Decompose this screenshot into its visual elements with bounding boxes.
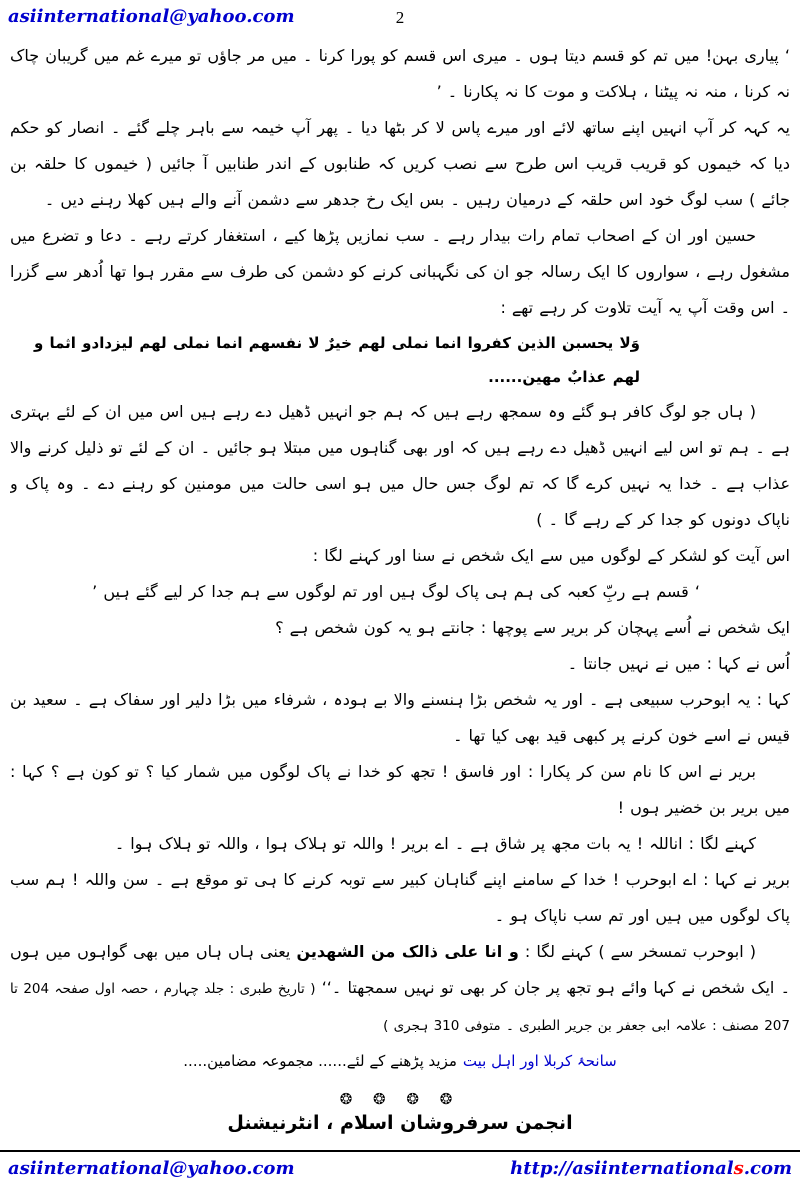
quran-verse-run: وَلا یحسبن الذین کفروا انما نملی لھم خیرٌ لا نفسھم انما نملی لھم لیزدادو اثما و لھم عذابٌ مھین...... [33, 334, 640, 386]
body-paragraph [10, 110, 790, 218]
body-paragraph [10, 934, 790, 1044]
text-run: اُس نے کہا : میں نے نہیں جانتا ۔ [567, 654, 790, 673]
citation-run: ( تاریخ طبری : جلد چہارم ، حصہ اول صفحہ 204 تا 207 مصنف : علامہ ابی جعفر بن جریر الطبری ۔ متوفی 310 ہجری ) [10, 981, 790, 1034]
website-suffix: .com [743, 1158, 792, 1179]
body-paragraph [70, 574, 700, 610]
text-run: اس آیت کو لشکر کے لوگوں میں سے ایک شخص نے سنا اور کہنے لگا : [312, 546, 790, 565]
text-run: یہ کہہ کر آپ انہیں اپنے ساتھ لائے اور میرے پاس لا کر بٹھا دیا ۔ پھر آپ خیمہ سے باہر چلے گئے ۔ انصار کو حکم دیا کہ خیموں کو قریب قریب اس طرح سے نصب کریں کہ طنابوں کے اندر طنابیں آ جائیں ( خیموں کا حلقہ بن جائے ) سب لوگ خود اس حلقہ کے درمیان رہیں ۔ بس ایک رخ جدھر سے دشمن آنے والے ہیں کھلا رہنے دیں ۔ [10, 118, 790, 209]
read-more-line [0, 1052, 800, 1070]
body-paragraph [10, 38, 790, 110]
text-run: ‘ پیاری بہن! میں تم کو قسم دیتا ہوں ۔ میری اس قسم کو پورا کرنا ۔ میں مر جاؤں تو میرے غم میں گریبان چاک نہ کرنا ، منہ نہ پیٹنا ، ہلاکت و موت کا نہ پکارنا ۔ ’ [10, 46, 790, 101]
footer-website-link[interactable] [510, 1158, 792, 1179]
karbala-title-link[interactable]: سانحۂ کربلا اور اہل بیت [462, 1052, 617, 1070]
text-run: ( ہاں جو لوگ کافر ہو گئے وہ سمجھ رہے ہیں کہ ہم جو انہیں ڈھیل دے رہے ہیں اس میں ان کے لئے بہتری ہے ۔ ہم تو اس لیے انہیں ڈھیل دے رہے ہیں کہ اور بھی گناہوں میں مبتلا ہو جائیں ۔ ان کے لئے تو ذلیل کرنے والا عذاب ہے ۔ خدا یہ نہیں کرے گا کہ تم لوگ جس حال میں ہو اسی حالت میں مومنین کو رہنے دے ۔ وہ پاک و ناپاک دونوں کو جدا کر کے رہے گا ۔ ) [10, 402, 790, 529]
website-highlight: s [733, 1158, 744, 1179]
body-paragraph [10, 646, 790, 682]
page-number: 2 [395, 8, 405, 27]
organization-title: انجمن سرفروشان اسلام ، انٹرنیشنل [227, 1112, 573, 1134]
website-prefix: http://asiinternational [510, 1158, 734, 1179]
arabic-quote-run: و انا علی ذالک من الشھدین [296, 942, 519, 961]
body-paragraph [10, 610, 790, 646]
body-paragraph [10, 862, 790, 934]
body-paragraph [10, 826, 790, 862]
body-paragraph [10, 394, 790, 538]
footer-email-link[interactable]: asiinternational@yahoo.com [8, 1158, 295, 1179]
text-run: بریر نے کہا : اے ابوحرب ! خدا کے سامنے اپنے گناہان کبیر سے توبہ کرنے کا ہی تو موقع ہے ۔ سن واللہ ! ہم سب پاک لوگوں میں ہیں اور تم سب ناپاک ہو ۔ [10, 870, 790, 925]
read-more-label: مزید پڑھنے کے لئے...... مجموعہ مضامین..... [183, 1052, 457, 1070]
text-run: کہنے لگا : اناللہ ! یہ بات مجھ پر شاق ہے ۔ اے بریر ! واللہ تو ہلاک ہوا ، واللہ تو ہلاک ہوا ۔ [114, 834, 756, 853]
body-paragraph [10, 682, 790, 754]
star-ornaments-icon: ❂ ❂ ❂ ❂ [339, 1090, 461, 1108]
text-run: ( ابوحرب تمسخر سے ) کہنے لگا : [518, 942, 757, 961]
body-text [10, 38, 790, 1048]
body-paragraph [10, 218, 790, 326]
body-paragraph [10, 754, 790, 826]
text-run: حسین اور ان کے اصحاب تمام رات بیدار رہے ۔ سب نمازیں پڑھا کیے ، استغفار کرتے رہے ۔ دعا و تضرع میں مشغول رہے ، سواروں کا ایک رسالہ جو ان کی نگہبانی کرنے کو دشمن کی طرف سے مقرر ہوا تھا اُدھر سے گزرا ۔ اس وقت آپ یہ آیت تلاوت کر رہے تھے : [10, 226, 790, 317]
text-run: ‘ قسم ہے ربِّ کعبہ کی ہم ہی پاک لوگ ہیں اور تم لوگوں سے ہم جدا کر لیے گئے ہیں ’ [92, 582, 700, 601]
footer-divider [0, 1150, 800, 1152]
text-run: کہا : یہ ابوحرب سبیعی ہے ۔ اور یہ شخص بڑا ہنسنے والا بے ہودہ ، شرفاء میں بڑا دلیر اور سفاک ہے ۔ سعید بن قیس نے اسے خون کرنے پر کبھی قید بھی کیا تھا ۔ [10, 690, 790, 745]
body-paragraph [10, 538, 790, 574]
body-paragraph [14, 326, 640, 394]
text-run: ایک شخص نے اُسے پہچان کر بریر سے پوچھا : جانتے ہو یہ کون شخص ہے ؟ [275, 618, 790, 637]
text-run: یعنی ہاں ہاں میں بھی گواہوں میں ہوں ۔ ایک شخص نے کہا وائے ہو تجھ پر جان کر بھی تو نہیں سمجھتا ۔‘‘ [10, 942, 790, 997]
header-email-link[interactable]: asiinternational@yahoo.com [8, 6, 295, 27]
text-run: بریر نے اس کا نام سن کر پکارا : اور فاسق ! تجھ کو خدا نے پاک لوگوں میں شمار کیا ؟ تو کون ہے ؟ کہا : میں بریر بن خضیر ہوں ! [10, 762, 790, 817]
